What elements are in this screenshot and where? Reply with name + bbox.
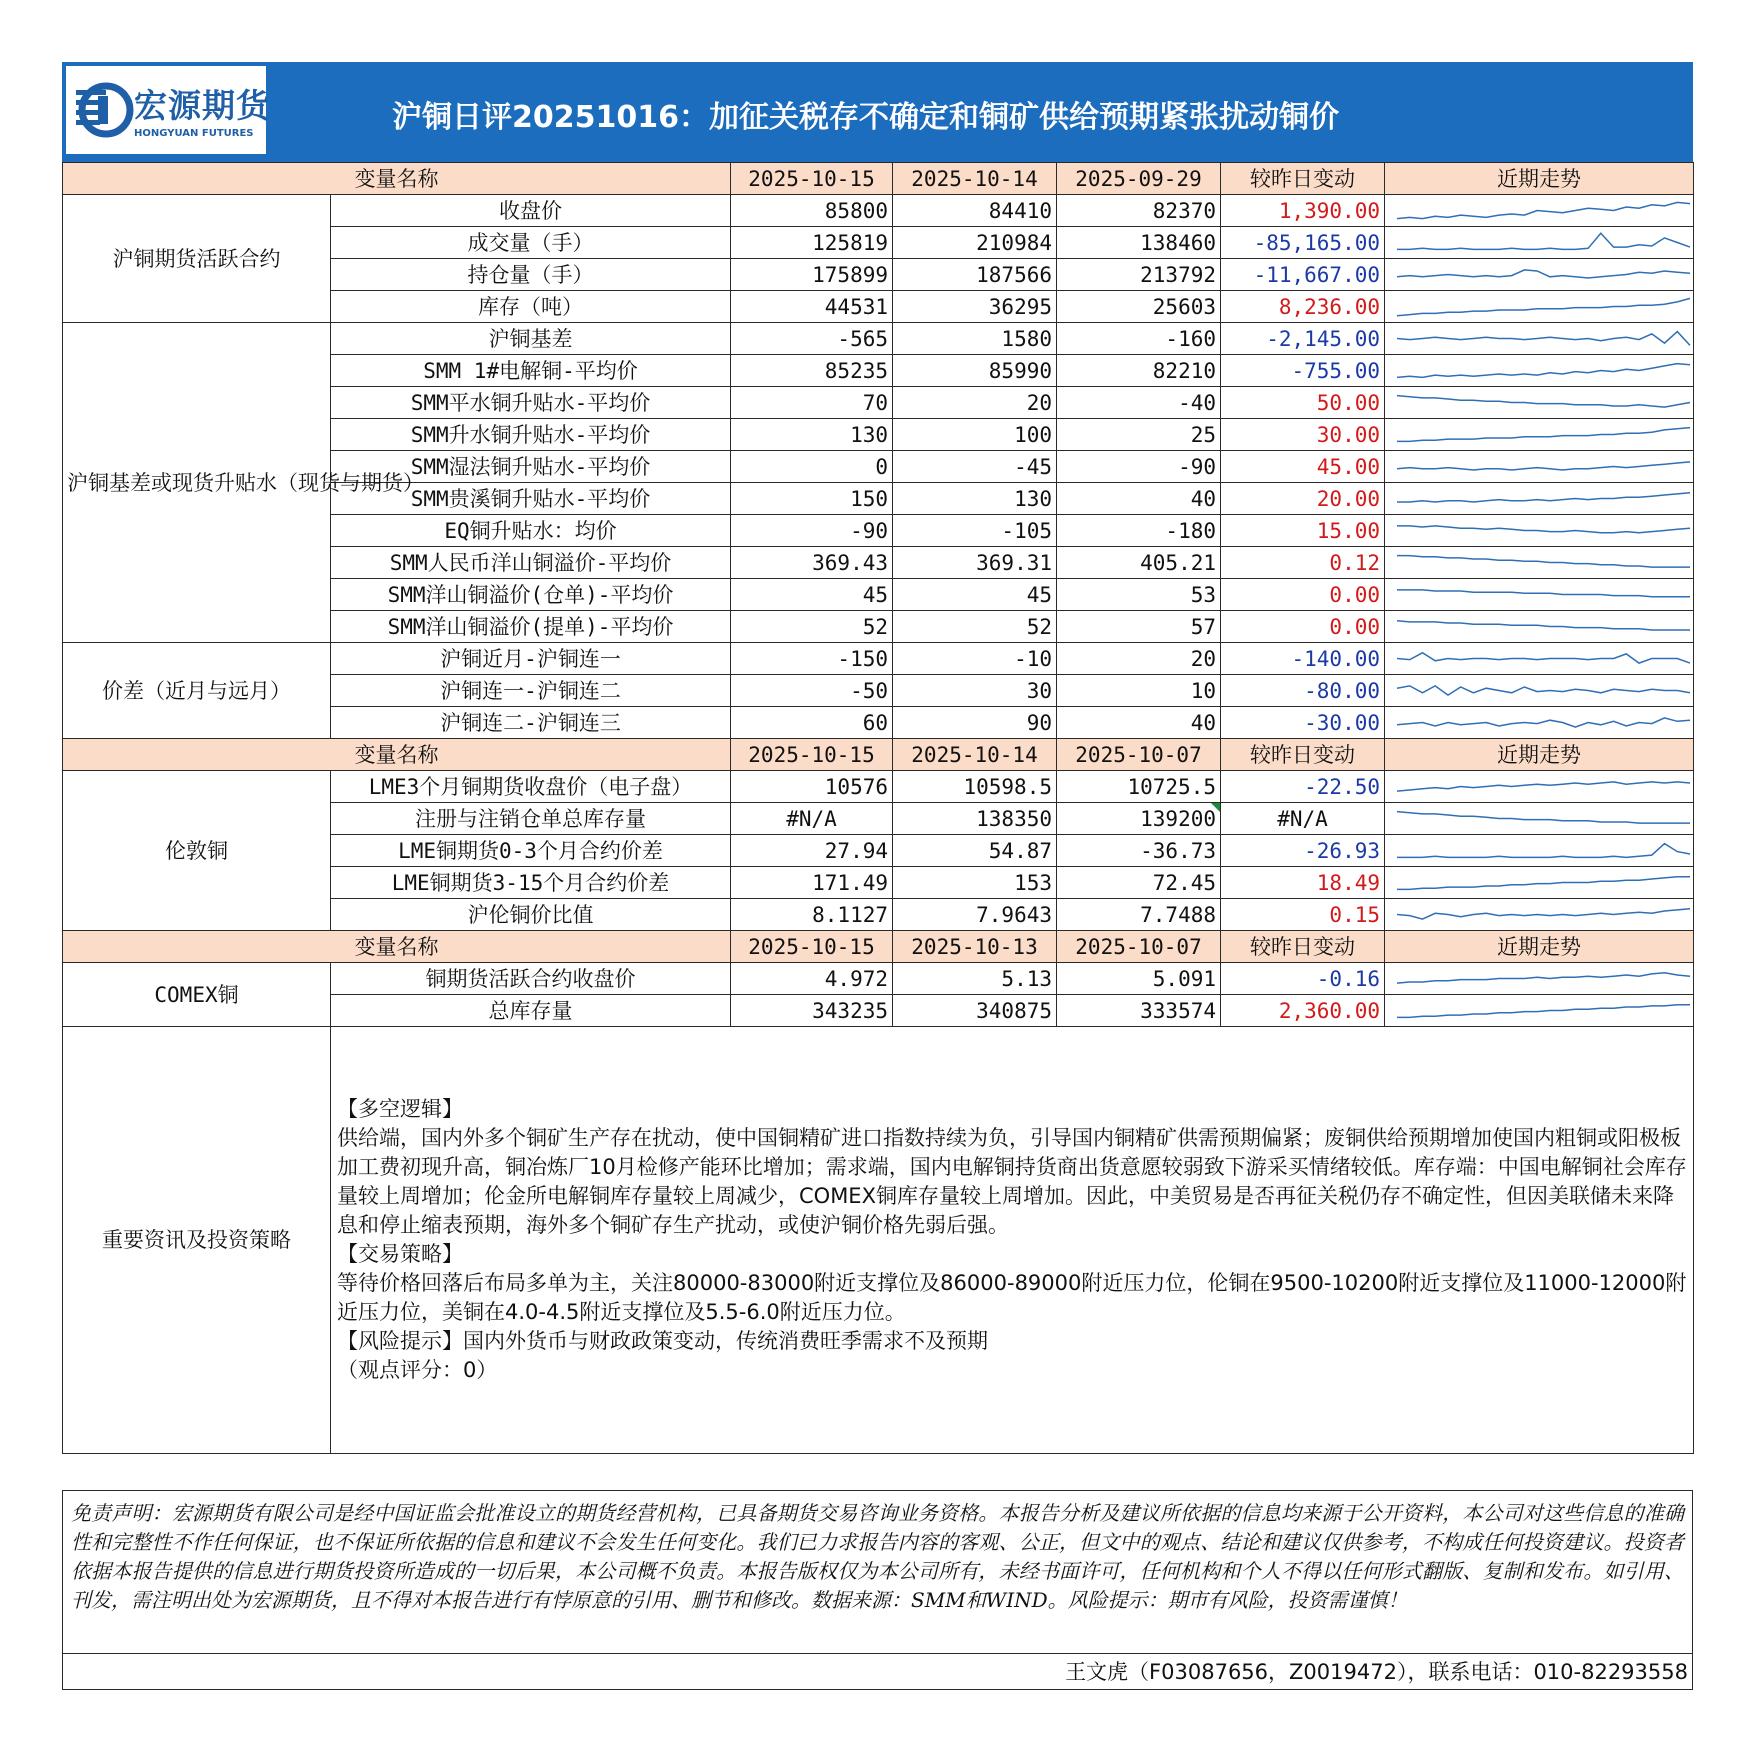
trend-sparkline	[1389, 675, 1698, 706]
value-cell-v3: 10725.5	[1057, 771, 1221, 803]
trend-sparkline	[1389, 707, 1698, 738]
report-header	[62, 62, 1693, 162]
value-cell-v2: 54.87	[893, 835, 1057, 867]
trend-line	[1397, 396, 1690, 408]
trend-line	[1397, 909, 1690, 919]
category-label: 沪铜期货活跃合约	[63, 195, 331, 323]
category-label: 伦敦铜	[63, 771, 331, 931]
value-cell-v1: 4.972	[731, 963, 893, 995]
trend-cell	[1385, 995, 1694, 1027]
variable-name: SMM平水铜升贴水-平均价	[331, 387, 731, 419]
strategy-category-label: 重要资讯及投资策略	[63, 1027, 331, 1454]
value-cell-v3: 333574	[1057, 995, 1221, 1027]
table-row	[63, 195, 1694, 227]
trend-line	[1397, 202, 1690, 218]
change-cell: -22.50	[1221, 771, 1385, 803]
trend-cell	[1385, 611, 1694, 643]
section-header-row	[63, 931, 1694, 963]
trend-sparkline	[1389, 771, 1698, 802]
change-cell: 50.00	[1221, 387, 1385, 419]
change-cell: 20.00	[1221, 483, 1385, 515]
value-cell-v3: 405.21	[1057, 547, 1221, 579]
value-cell-v3: 72.45	[1057, 867, 1221, 899]
value-cell-v1: -150	[731, 643, 893, 675]
change-cell: 1,390.00	[1221, 195, 1385, 227]
company-logo	[66, 66, 270, 154]
change-cell: 0.12	[1221, 547, 1385, 579]
trend-line	[1397, 332, 1690, 346]
value-cell-v2: 7.9643	[893, 899, 1057, 931]
column-header-date3: 2025-10-07	[1057, 931, 1221, 963]
trend-sparkline	[1389, 227, 1698, 258]
trend-cell	[1385, 259, 1694, 291]
value-cell-v3: 25603	[1057, 291, 1221, 323]
variable-name: LME铜期货0-3个月合约价差	[331, 835, 731, 867]
trend-line	[1397, 526, 1690, 533]
trend-line	[1397, 270, 1690, 278]
value-cell-v1: 0	[731, 451, 893, 483]
change-cell: 0.00	[1221, 579, 1385, 611]
column-header-change: 较昨日变动	[1221, 739, 1385, 771]
trend-line	[1397, 621, 1690, 630]
value-cell-v2: 130	[893, 483, 1057, 515]
variable-name: 注册与注销仓单总库存量	[331, 803, 731, 835]
value-cell-v2: 45	[893, 579, 1057, 611]
variable-name: 持仓量（手）	[331, 259, 731, 291]
trend-line	[1397, 233, 1690, 249]
value-cell-v2: 210984	[893, 227, 1057, 259]
value-cell-v2: 153	[893, 867, 1057, 899]
variable-name: 沪铜连二-沪铜连三	[331, 707, 731, 739]
trend-cell	[1385, 451, 1694, 483]
trend-sparkline	[1389, 387, 1698, 418]
variable-name: LME铜期货3-15个月合约价差	[331, 867, 731, 899]
risk-text: 国内外货币与财政政策变动，传统消费旺季需求不及预期	[463, 1329, 988, 1353]
column-header-change: 较昨日变动	[1221, 931, 1385, 963]
trend-line	[1397, 973, 1690, 983]
trend-line	[1397, 556, 1690, 568]
value-cell-v1: 52	[731, 611, 893, 643]
value-cell-v3: 82370	[1057, 195, 1221, 227]
value-cell-v2: 84410	[893, 195, 1057, 227]
logo-text-en: HONGYUAN FUTURES	[134, 128, 254, 139]
trend-cell	[1385, 355, 1694, 387]
value-cell-v3: -180	[1057, 515, 1221, 547]
logic-text: 供给端，国内外多个铜矿生产存在扰动，使中国铜精矿进口指数持续为负，引导国内铜精矿供需预期偏紧；废铜供给预期增加使国内粗铜或阳极板加工费初现升高，铜冶炼厂10月检修产能环比增加；需求端，国内电解铜持货商出货意愿较弱致下游采买情绪较低。库存端：中国电解铜社会库存量较上周增加；伦金所电解铜库存量较上周减少，COMEX铜库存量较上周增加。因此，中美贸易是否再征关税仍存不确定性，但因美联储未来降息和停止缩表预期，海外多个铜矿存生产扰动，或使沪铜价格先弱后强。	[337, 1126, 1687, 1237]
value-cell-v3: 10	[1057, 675, 1221, 707]
report-title: 沪铜日评20251016：加征关税存不确定和铜矿供给预期紧张扰动铜价	[392, 100, 1339, 135]
trend-cell	[1385, 835, 1694, 867]
table-row	[63, 771, 1694, 803]
trend-sparkline	[1389, 579, 1698, 610]
variable-name: SMM 1#电解铜-平均价	[331, 355, 731, 387]
value-cell-v3: 5.091	[1057, 963, 1221, 995]
variable-name: EQ铜升贴水：均价	[331, 515, 731, 547]
column-header-date1: 2025-10-15	[731, 931, 893, 963]
trend-cell	[1385, 803, 1694, 835]
trend-line	[1397, 782, 1690, 791]
variable-name: 库存（吨）	[331, 291, 731, 323]
change-cell: -2,145.00	[1221, 323, 1385, 355]
report-sheet	[62, 62, 1693, 1694]
trend-cell	[1385, 867, 1694, 899]
change-cell: 8,236.00	[1221, 291, 1385, 323]
trade-title: 【交易策略】	[337, 1242, 463, 1266]
change-cell: -80.00	[1221, 675, 1385, 707]
risk-title: 【风险提示】	[337, 1329, 463, 1353]
value-cell-v3: 7.7488	[1057, 899, 1221, 931]
trend-sparkline	[1389, 899, 1698, 930]
column-header-name: 变量名称	[63, 163, 731, 195]
column-header-trend: 近期走势	[1385, 931, 1694, 963]
trend-line	[1397, 718, 1690, 727]
trend-line	[1397, 686, 1690, 695]
trend-line	[1397, 1005, 1690, 1018]
trend-line	[1397, 844, 1690, 858]
column-header-trend: 近期走势	[1385, 163, 1694, 195]
column-header-date3: 2025-10-07	[1057, 739, 1221, 771]
value-cell-v3: 25	[1057, 419, 1221, 451]
change-cell: -0.16	[1221, 963, 1385, 995]
category-label: COMEX铜	[63, 963, 331, 1027]
trend-cell	[1385, 675, 1694, 707]
value-cell-v1: 85800	[731, 195, 893, 227]
trend-sparkline	[1389, 451, 1698, 482]
value-cell-v3: 53	[1057, 579, 1221, 611]
change-cell: -85,165.00	[1221, 227, 1385, 259]
change-cell: 0.00	[1221, 611, 1385, 643]
value-cell-v1: 369.43	[731, 547, 893, 579]
column-header-date2: 2025-10-14	[893, 163, 1057, 195]
trend-cell	[1385, 771, 1694, 803]
change-cell: 0.15	[1221, 899, 1385, 931]
trend-line	[1397, 877, 1690, 890]
column-header-trend: 近期走势	[1385, 739, 1694, 771]
column-header-date1: 2025-10-15	[731, 739, 893, 771]
value-cell-v1: 130	[731, 419, 893, 451]
value-cell-v1: -565	[731, 323, 893, 355]
value-cell-v1: #N/A	[731, 803, 893, 835]
table-row	[63, 323, 1694, 355]
variable-name: 铜期货活跃合约收盘价	[331, 963, 731, 995]
value-cell-v3: -36.73	[1057, 835, 1221, 867]
trend-sparkline	[1389, 419, 1698, 450]
value-cell-v2: -45	[893, 451, 1057, 483]
trend-line	[1397, 493, 1690, 502]
value-cell-v1: 27.94	[731, 835, 893, 867]
change-cell: #N/A	[1221, 803, 1385, 835]
value-cell-v2: 5.13	[893, 963, 1057, 995]
value-cell-v2: 340875	[893, 995, 1057, 1027]
trend-sparkline	[1389, 547, 1698, 578]
logic-title: 【多空逻辑】	[337, 1097, 463, 1121]
change-cell: 30.00	[1221, 419, 1385, 451]
value-cell-v1: -50	[731, 675, 893, 707]
trend-cell	[1385, 291, 1694, 323]
disclaimer: 免责声明：宏源期货有限公司是经中国证监会批准设立的期货经营机构，已具备期货交易咨询业务资格。本报告分析及建议所依据的信息均来源于公开资料，本公司对这些信息的准确性和完整性不作任何保证，也不保证所依据的信息和建议不会发生任何变化。我们已力求报告内容的客观、公正，但文中的观点、结论和建议仅供参考，不构成任何投资建议。投资者依据本报告提供的信息进行期货投资所造成的一切后果，本公司概不负责。本报告版权仅为本公司所有，未经书面许可，任何机构和个人不得以任何形式翻版、复制和发布。如引用、刊发，需注明出处为宏源期货，且不得对本报告进行有悖原意的引用、删节和修改。数据来源：SMM和WIND。风险提示：期市有风险，投资需谨慎！	[62, 1490, 1693, 1654]
variable-name: 沪铜基差	[331, 323, 731, 355]
value-cell-v1: 45	[731, 579, 893, 611]
trend-sparkline	[1389, 323, 1698, 354]
trend-sparkline	[1389, 515, 1698, 546]
change-cell: -755.00	[1221, 355, 1385, 387]
trade-text: 等待价格回落后布局多单为主，关注80000-83000附近支撑位及86000-89000附近压力位，伦铜在9500-10200附近支撑位及11000-12000附近压力位，美铜在4.0-4.5附近支撑位及5.5-6.0附近压力位。	[337, 1271, 1687, 1324]
column-header-change: 较昨日变动	[1221, 163, 1385, 195]
value-cell-v2: 1580	[893, 323, 1057, 355]
variable-name: SMM湿法铜升贴水-平均价	[331, 451, 731, 483]
trend-sparkline	[1389, 483, 1698, 514]
value-cell-v3: 82210	[1057, 355, 1221, 387]
column-header-date1: 2025-10-15	[731, 163, 893, 195]
trend-cell	[1385, 707, 1694, 739]
value-cell-v1: 175899	[731, 259, 893, 291]
trend-cell	[1385, 483, 1694, 515]
table-row	[63, 963, 1694, 995]
risk-line	[337, 1327, 1687, 1356]
trend-cell	[1385, 899, 1694, 931]
logo-mark-icon	[76, 76, 128, 144]
value-cell-v1: 60	[731, 707, 893, 739]
trend-sparkline	[1389, 355, 1698, 386]
value-cell-v3: 20	[1057, 643, 1221, 675]
trend-sparkline	[1389, 611, 1698, 642]
variable-name: LME3个月铜期货收盘价（电子盘）	[331, 771, 731, 803]
column-header-date2: 2025-10-14	[893, 739, 1057, 771]
change-cell: 45.00	[1221, 451, 1385, 483]
trend-cell	[1385, 227, 1694, 259]
variable-name: SMM贵溪铜升贴水-平均价	[331, 483, 731, 515]
category-label: 价差（近月与远月）	[63, 643, 331, 739]
value-cell-v2: 138350	[893, 803, 1057, 835]
value-cell-v1: 171.49	[731, 867, 893, 899]
value-cell-v2: 52	[893, 611, 1057, 643]
value-cell-v2: -105	[893, 515, 1057, 547]
trend-cell	[1385, 419, 1694, 451]
variable-name: 沪铜近月-沪铜连一	[331, 643, 731, 675]
variable-name: SMM洋山铜溢价(提单)-平均价	[331, 611, 731, 643]
value-cell-v3: 213792	[1057, 259, 1221, 291]
trend-sparkline	[1389, 867, 1698, 898]
value-cell-v2: 20	[893, 387, 1057, 419]
column-header-date3: 2025-09-29	[1057, 163, 1221, 195]
change-cell: 18.49	[1221, 867, 1385, 899]
value-cell-v2: 90	[893, 707, 1057, 739]
trend-line	[1397, 653, 1690, 663]
change-cell: -26.93	[1221, 835, 1385, 867]
value-cell-v2: 10598.5	[893, 771, 1057, 803]
trend-line	[1397, 298, 1690, 315]
change-cell: -11,667.00	[1221, 259, 1385, 291]
value-cell-v3: 138460	[1057, 227, 1221, 259]
trend-line	[1397, 364, 1690, 378]
value-cell-v3: 139200	[1057, 803, 1221, 835]
value-cell-v3: -160	[1057, 323, 1221, 355]
value-cell-v2: 369.31	[893, 547, 1057, 579]
strategy-text	[331, 1027, 1694, 1454]
variable-name: SMM人民币洋山铜溢价-平均价	[331, 547, 731, 579]
data-table	[62, 162, 1694, 1454]
variable-name: 成交量（手）	[331, 227, 731, 259]
trend-sparkline	[1389, 995, 1698, 1026]
trend-cell	[1385, 963, 1694, 995]
trend-sparkline	[1389, 259, 1698, 290]
trend-cell	[1385, 579, 1694, 611]
value-cell-v1: 70	[731, 387, 893, 419]
variable-name: 沪伦铜价比值	[331, 899, 731, 931]
trend-line	[1397, 462, 1690, 470]
value-cell-v3: -90	[1057, 451, 1221, 483]
value-cell-v1: 44531	[731, 291, 893, 323]
trend-sparkline	[1389, 963, 1698, 994]
trend-line	[1397, 428, 1690, 442]
column-header-date2: 2025-10-13	[893, 931, 1057, 963]
value-cell-v2: 100	[893, 419, 1057, 451]
value-cell-v1: 125819	[731, 227, 893, 259]
value-cell-v2: 187566	[893, 259, 1057, 291]
category-label: 沪铜基差或现货升贴水（现货与期货）	[63, 323, 331, 643]
strategy-row	[63, 1027, 1694, 1454]
value-cell-v1: 150	[731, 483, 893, 515]
trend-cell	[1385, 195, 1694, 227]
analyst-contact: 王文虎（F03087656，Z0019472），联系电话：010-82293558	[62, 1654, 1693, 1690]
variable-name: SMM洋山铜溢价(仓单)-平均价	[331, 579, 731, 611]
trend-cell	[1385, 323, 1694, 355]
variable-name: SMM升水铜升贴水-平均价	[331, 419, 731, 451]
value-cell-v2: -10	[893, 643, 1057, 675]
column-header-name: 变量名称	[63, 931, 731, 963]
logo-text-cn: 宏源期货	[134, 86, 270, 125]
trend-cell	[1385, 547, 1694, 579]
trend-cell	[1385, 643, 1694, 675]
variable-name: 总库存量	[331, 995, 731, 1027]
column-header-name: 变量名称	[63, 739, 731, 771]
value-cell-v2: 30	[893, 675, 1057, 707]
trend-sparkline	[1389, 803, 1698, 834]
trend-line	[1397, 812, 1690, 824]
trend-line	[1397, 590, 1690, 597]
table-row	[63, 643, 1694, 675]
section-header-row	[63, 739, 1694, 771]
trend-sparkline	[1389, 835, 1698, 866]
value-cell-v1: -90	[731, 515, 893, 547]
trend-sparkline	[1389, 643, 1698, 674]
value-cell-v2: 36295	[893, 291, 1057, 323]
change-cell: -140.00	[1221, 643, 1385, 675]
trend-sparkline	[1389, 291, 1698, 322]
value-cell-v3: -40	[1057, 387, 1221, 419]
trend-cell	[1385, 515, 1694, 547]
value-cell-v3: 57	[1057, 611, 1221, 643]
section-header-row	[63, 163, 1694, 195]
value-cell-v3: 40	[1057, 483, 1221, 515]
change-cell: 15.00	[1221, 515, 1385, 547]
value-cell-v1: 10576	[731, 771, 893, 803]
value-cell-v2: 85990	[893, 355, 1057, 387]
variable-name: 收盘价	[331, 195, 731, 227]
trend-cell	[1385, 387, 1694, 419]
score: （观点评分：0）	[337, 1358, 498, 1382]
value-cell-v1: 85235	[731, 355, 893, 387]
change-cell: 2,360.00	[1221, 995, 1385, 1027]
trend-sparkline	[1389, 195, 1698, 226]
change-cell: -30.00	[1221, 707, 1385, 739]
value-cell-v3: 40	[1057, 707, 1221, 739]
value-cell-v1: 343235	[731, 995, 893, 1027]
value-cell-v1: 8.1127	[731, 899, 893, 931]
variable-name: 沪铜连一-沪铜连二	[331, 675, 731, 707]
